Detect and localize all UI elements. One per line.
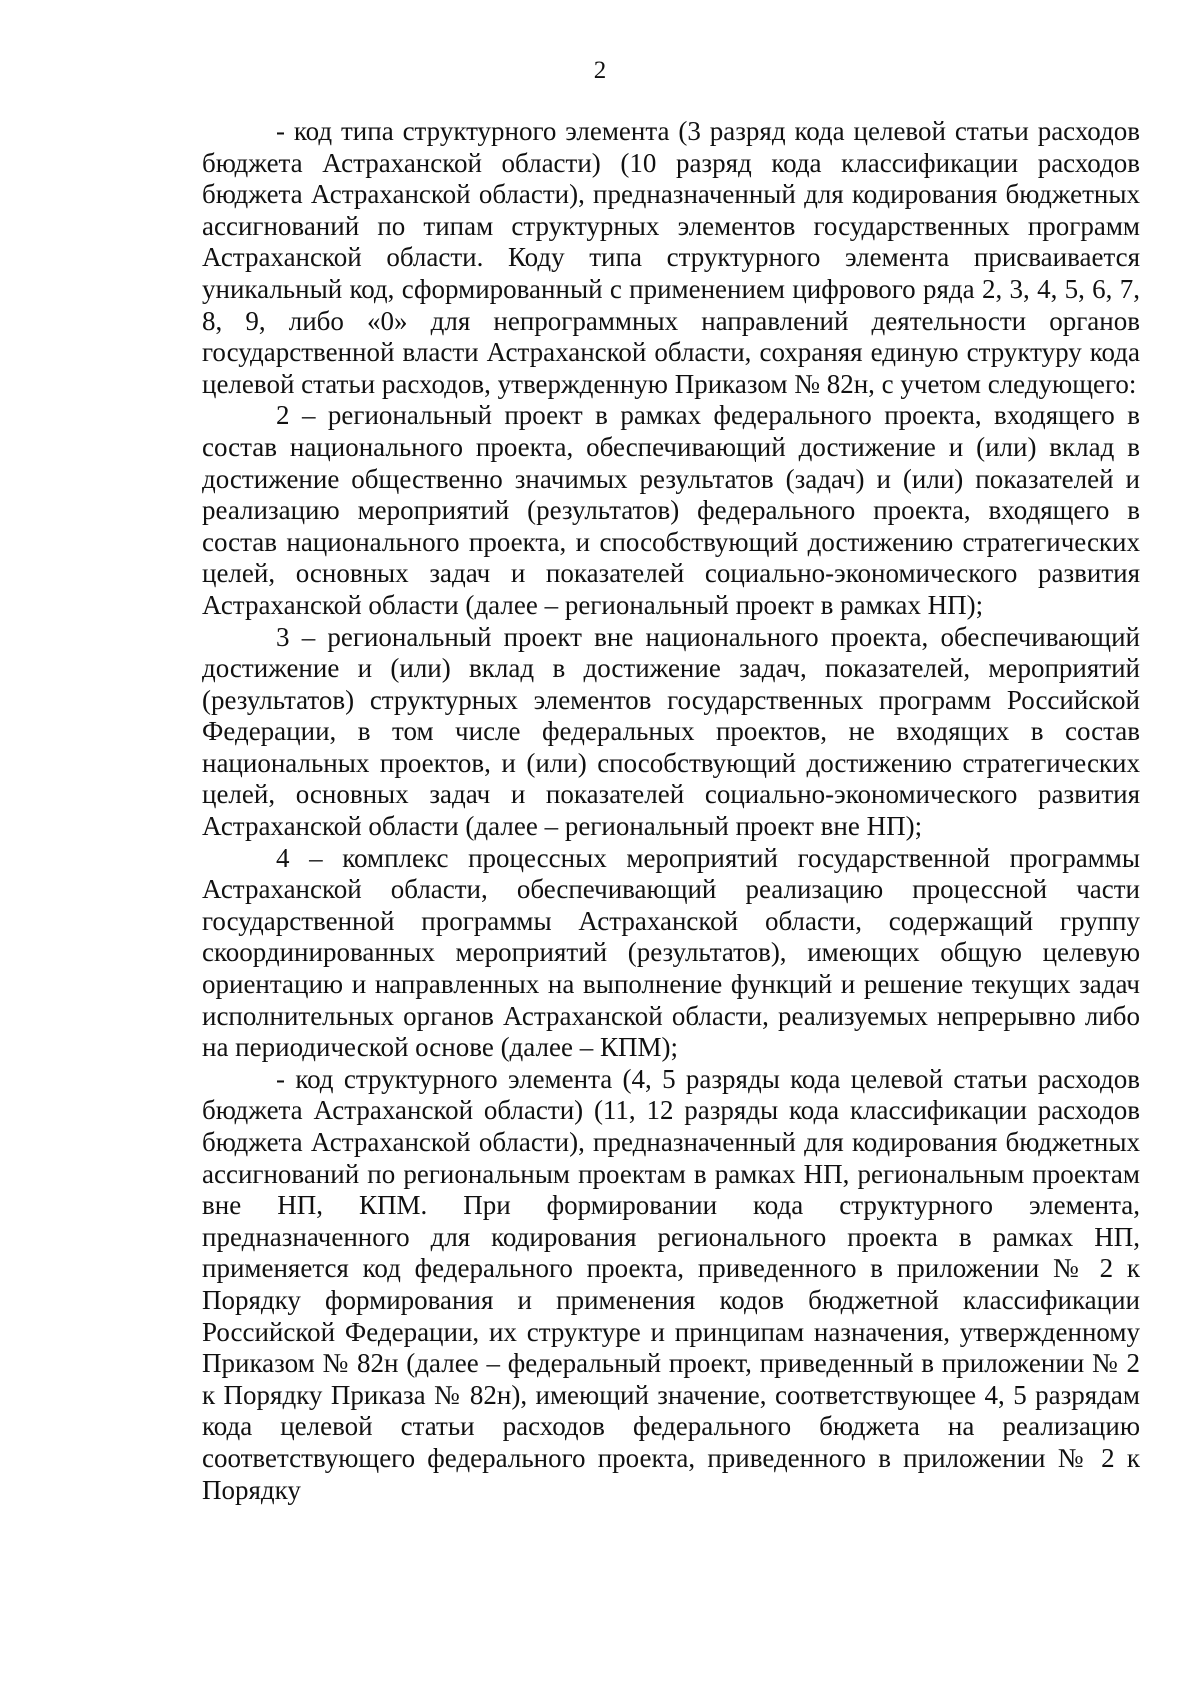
page-number: 2: [593, 57, 607, 84]
paragraph-code-3-regional-project-outside-np: 3 – региональный проект вне национального проекта, обеспечивающий достижение и (или) вклад в достижение задач, показателей, мероприятий (результатов) структурных элементов государственных программ Российской Федерации, в том числе федеральных проектов, не входящих в состав национальных проектов, и (или) способствующий достижению стратегических целей, основных задач и показателей социально-экономического развития Астраханской области (далее – региональный проект вне НП);: [202, 621, 1140, 842]
paragraph-code-2-regional-project-np: 2 – региональный проект в рамках федерального проекта, входящего в состав национального проекта, обеспечивающий достижение и (или) вклад в достижение общественно значимых результатов (задач) и (или) показателей и реализацию мероприятий (результатов) федерального проекта, входящего в состав национального проекта, и способствующий достижению стратегических целей, основных задач и показателей социально-экономического развития Астраханской области (далее – региональный проект в рамках НП);: [202, 400, 1140, 620]
document-body: [202, 116, 1140, 1506]
paragraph-structural-element-code: - код структурного элемента (4, 5 разряды кода целевой статьи расходов бюджета Астраханской области) (11, 12 разряды кода классификации расходов бюджета Астраханской области), предназначенный для кодирования бюджетных ассигнований по региональным проектам в рамках НП, региональным проектам вне НП, КПМ. При формировании кода структурного элемента, предназначенного для кодирования регионального проекта в рамках НП, применяется код федерального проекта, приведенного в приложении № 2 к Порядку формирования и применения кодов бюджетной классификации Российской Федерации, их структуре и принципам назначения, утвержденному Приказом № 82н (далее – федеральный проект, приведенный в приложении № 2 к Порядку Приказа № 82н), имеющий значение, соответствующее 4, 5 разрядам кода целевой статьи расходов федерального бюджета на реализацию соответствующего федерального проекта, приведенного в приложении № 2 к Порядку: [202, 1063, 1140, 1505]
paragraph-structural-element-type-code: - код типа структурного элемента (3 разряд кода целевой статьи расходов бюджета Астраханской области) (10 разряд кода классификации расходов бюджета Астраханской области), предназначенный для кодирования бюджетных ассигнований по типам структурных элементов государственных программ Астраханской области. Коду типа структурного элемента присваивается уникальный код, сформированный с применением цифрового ряда 2, 3, 4, 5, 6, 7, 8, 9, либо «0» для непрограммных направлений деятельности органов государственной власти Астраханской области, сохраняя единую структуру кода целевой статьи расходов, утвержденную Приказом № 82н, с учетом следующего:: [202, 116, 1140, 399]
paragraph-code-4-kpm: 4 – комплекс процессных мероприятий государственной программы Астраханской области, обеспечивающий реализацию процессной части государственной программы Астраханской области, содержащий группу скоординированных мероприятий (результатов), имеющих общую целевую ориентацию и направленных на выполнение функций и решение текущих задач исполнительных органов Астраханской области, реализуемых непрерывно либо на периодической основе (далее – КПМ);: [202, 842, 1140, 1063]
